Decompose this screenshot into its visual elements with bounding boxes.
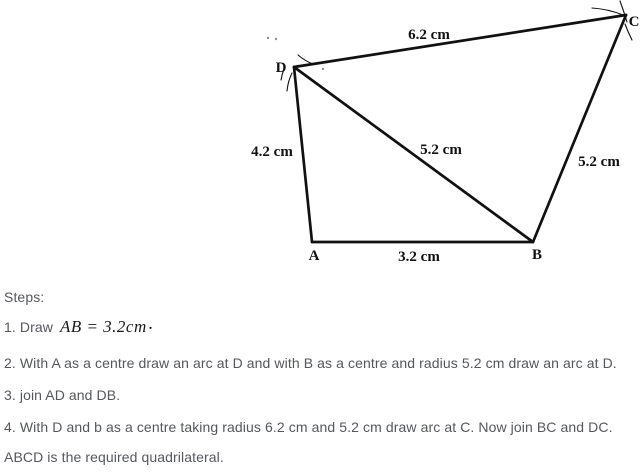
step-1 <box>4 317 152 337</box>
construction-arc-mark <box>298 55 313 64</box>
step-1-equation: AB = 3.2cm <box>59 317 147 336</box>
side-label-AB: 3.2 cm <box>398 249 440 265</box>
vertex-label-C: C <box>628 14 640 30</box>
construction-arc-mark <box>287 73 292 91</box>
edge-DB <box>294 67 533 242</box>
faint-pencil-dot <box>267 37 269 39</box>
edge-CB <box>533 15 626 242</box>
step-1-period: . <box>148 318 153 333</box>
side-label-CB: 5.2 cm <box>578 154 620 170</box>
vertex-label-D: D <box>275 60 287 76</box>
side-label-DC: 6.2 cm <box>408 27 450 43</box>
side-label-AD: 4.2 cm <box>251 144 293 160</box>
step-2: 2. With A as a centre draw an arc at D and with B as a centre and radius 5.2 cm draw an arc at D. <box>4 355 617 371</box>
conclusion: ABCD is the required quadrilateral. <box>4 449 224 465</box>
step-1-prefix: 1. Draw <box>4 319 53 335</box>
faint-pencil-dot <box>275 38 277 40</box>
steps-heading: Steps: <box>4 289 45 305</box>
vertex-label-B: B <box>531 247 543 263</box>
faint-pencil-dot <box>322 68 324 70</box>
side-label-DB: 5.2 cm <box>420 142 462 158</box>
step-4: 4. With D and b as a centre taking radius 6.2 cm and 5.2 cm draw arc at C. Now join BC and DC. <box>4 419 613 435</box>
construction-arc-mark <box>592 8 623 15</box>
vertex-label-A: A <box>308 248 320 264</box>
edge-AD <box>294 67 312 242</box>
step-3: 3. join AD and DB. <box>4 387 121 403</box>
edge-DC <box>294 15 626 67</box>
